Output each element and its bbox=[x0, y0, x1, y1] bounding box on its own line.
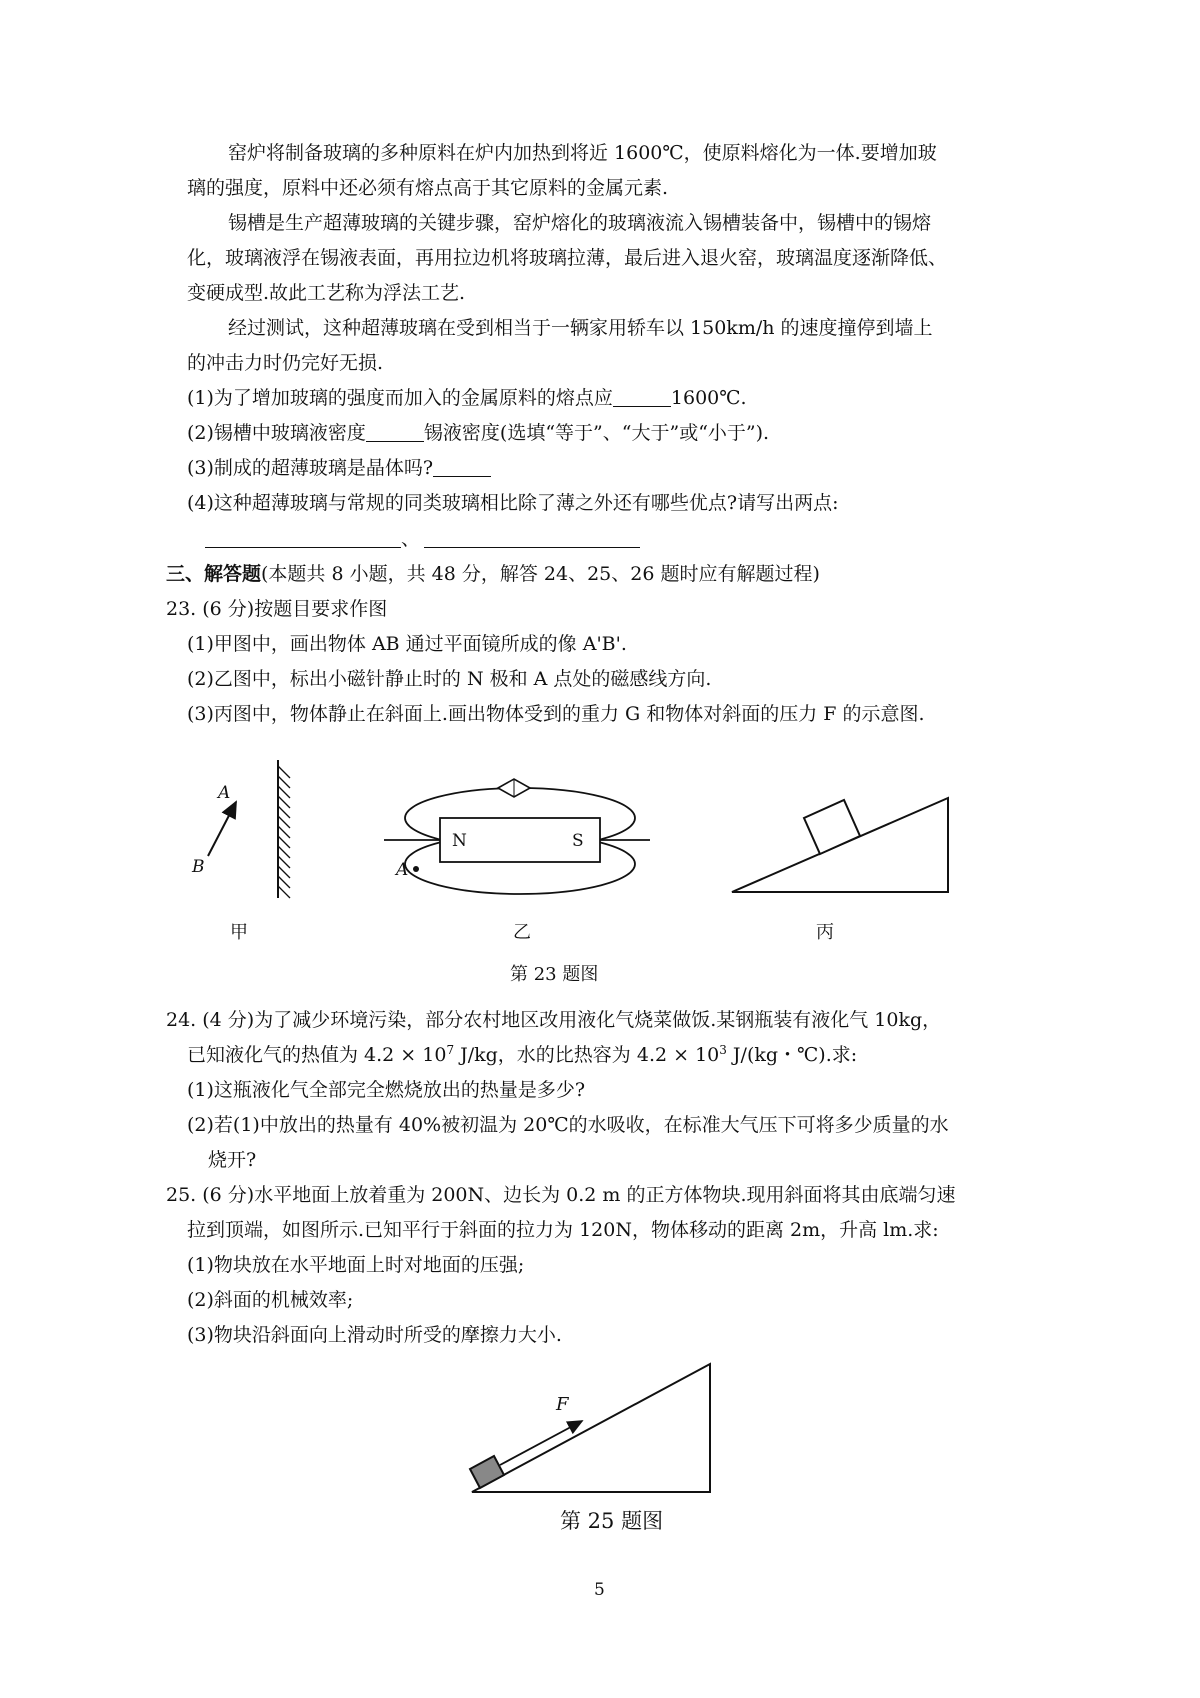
q22-sub4-answers bbox=[205, 527, 640, 551]
answer-blank[interactable] bbox=[613, 388, 671, 407]
force-f-label: F bbox=[556, 1394, 569, 1415]
point-a-label: A bbox=[396, 860, 409, 880]
q25-line2: 拉到顶端，如图所示.已知平行于斜面的拉力为 120N，物体移动的距离 2m，升高 lm.求: bbox=[187, 1219, 939, 1241]
q24-heat-value-text: 已知液化气的热值为 4.2 × 10 bbox=[187, 1044, 447, 1066]
force-arrow-f bbox=[500, 1421, 582, 1465]
passage-p2-line1: 锡槽是生产超薄玻璃的关键步骤，窑炉熔化的玻璃液流入锡槽装备中，锡槽中的锡熔 bbox=[228, 212, 932, 234]
answer-blank[interactable] bbox=[205, 529, 401, 548]
q22-sub2-hint: 锡液密度(选填“等于”、“大于”或“小于”). bbox=[423, 422, 770, 444]
q24-sub1: (1)这瓶液化气全部完全燃烧放出的热量是多少? bbox=[187, 1079, 586, 1101]
label-a: A bbox=[218, 783, 231, 803]
q24-line1: 24. (4 分)为了减少环境污染，部分农村地区改用液化气烧菜做饭.某钢瓶装有液化气 10kg， bbox=[166, 1009, 942, 1031]
q24-unit-text: J/(kg・℃).求: bbox=[726, 1044, 858, 1066]
q22-sub1-text: (1)为了增加玻璃的强度而加入的金属原料的熔点应 bbox=[187, 387, 613, 409]
figure-23-caption: 第 23 题图 bbox=[510, 964, 599, 985]
figure-bing-label: 丙 bbox=[816, 922, 834, 943]
block-25[interactable] bbox=[470, 1456, 504, 1488]
q22-sub2 bbox=[187, 421, 769, 445]
figure-bing bbox=[720, 770, 960, 900]
point-a[interactable] bbox=[413, 866, 419, 872]
section3-note: (本题共 8 小题，共 48 分，解答 24、25、26 题时应有解题过程) bbox=[261, 563, 820, 585]
q22-sub3-text: (3)制成的超薄玻璃是晶体吗? bbox=[187, 457, 434, 479]
answer-blank[interactable] bbox=[433, 458, 491, 477]
incline-25 bbox=[472, 1364, 710, 1492]
q22-sub4: (4)这种超薄玻璃与常规的同类玻璃相比除了薄之外还有哪些优点?请写出两点: bbox=[187, 492, 839, 514]
q24-specific-heat-text: J/kg，水的比热容为 4.2 × 10 bbox=[454, 1044, 720, 1066]
q25-sub1: (1)物块放在水平地面上时对地面的压强; bbox=[187, 1254, 525, 1276]
q23-sub3: (3)丙图中，物体静止在斜面上.画出物体受到的重力 G 和物体对斜面的压力 F 的示意图. bbox=[187, 703, 925, 725]
q22-sub2-text: (2)锡槽中玻璃液密度 bbox=[187, 422, 366, 444]
section3-title: 三、解答题 bbox=[166, 563, 262, 585]
q25-sub2: (2)斜面的机械效率; bbox=[187, 1289, 354, 1311]
q25-sub3: (3)物块沿斜面向上滑动时所受的摩擦力大小. bbox=[187, 1324, 562, 1346]
figure-jia bbox=[180, 760, 340, 900]
answer-blank[interactable] bbox=[424, 529, 640, 548]
passage-p2-line3: 变硬成型.故此工艺称为浮法工艺. bbox=[187, 282, 466, 304]
q24-exp-7: 7 bbox=[446, 1043, 455, 1057]
q24-sub2-line2: 烧开? bbox=[208, 1149, 257, 1171]
object-ab-arrow bbox=[208, 802, 236, 856]
magnet-n-label: N bbox=[452, 831, 467, 851]
mirror-hatching bbox=[278, 766, 290, 898]
passage-p1-line2: 璃的强度，原料中还必须有熔点高于其它原料的金属元素. bbox=[187, 177, 669, 199]
q23-head: 23. (6 分)按题目要求作图 bbox=[166, 598, 388, 620]
q23-sub2: (2)乙图中，标出小磁针静止时的 N 极和 A 点处的磁感线方向. bbox=[187, 668, 712, 690]
passage-p3-line2: 的冲击力时仍完好无损. bbox=[187, 352, 384, 374]
answer-separator: 、 bbox=[401, 528, 421, 550]
q24-line2 bbox=[187, 1043, 857, 1067]
answer-blank[interactable] bbox=[366, 423, 424, 442]
block-on-incline[interactable] bbox=[804, 800, 860, 854]
q24-exp-3: 3 bbox=[719, 1043, 727, 1057]
section3-heading bbox=[166, 562, 820, 586]
page-number: 5 bbox=[594, 1580, 605, 1600]
q25-line1: 25. (6 分)水平地面上放着重为 200N、边长为 0.2 m 的正方体物块.现用斜面将其由底端匀速 bbox=[166, 1184, 956, 1206]
passage-p3-line1: 经过测试，这种超薄玻璃在受到相当于一辆家用轿车以 150km/h 的速度撞停到墙上 bbox=[228, 317, 933, 339]
q23-sub1: (1)甲图中，画出物体 AB 通过平面镜所成的像 A'B'. bbox=[187, 633, 627, 655]
figure-jia-label: 甲 bbox=[230, 922, 248, 943]
figure-yi bbox=[380, 772, 660, 902]
magnet-s-label: S bbox=[572, 831, 584, 851]
q22-sub1 bbox=[187, 386, 747, 410]
figure-yi-label: 乙 bbox=[513, 922, 531, 943]
figure-25-caption: 第 25 题图 bbox=[560, 1509, 664, 1533]
passage-p1-line1: 窑炉将制备玻璃的多种原料在炉内加热到将近 1600℃，使原料熔化为一体.要增加玻 bbox=[228, 142, 937, 164]
q22-sub3 bbox=[187, 456, 491, 480]
label-b: B bbox=[192, 857, 205, 877]
figure-25 bbox=[470, 1360, 720, 1500]
q22-sub1-unit: 1600℃. bbox=[670, 387, 747, 409]
passage-p2-line2: 化，玻璃液浮在锡液表面，再用拉边机将玻璃拉薄，最后进入退火窑，玻璃温度逐渐降低、 bbox=[187, 247, 948, 269]
q24-sub2-line1: (2)若(1)中放出的热量有 40%被初温为 20℃的水吸收，在标准大气压下可将多少质量的水 bbox=[187, 1114, 949, 1136]
